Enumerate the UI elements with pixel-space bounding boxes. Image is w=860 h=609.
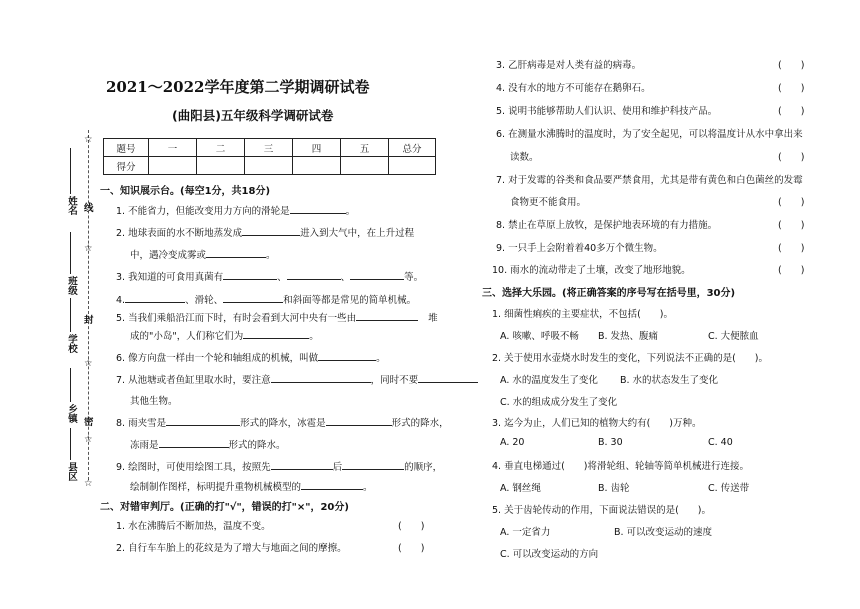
answer-blank[interactable] [287,270,341,280]
answer-blank[interactable] [159,438,229,448]
question-1-4 [116,292,416,306]
choice-option[interactable]: C. 大便脓血 [708,331,759,342]
score-input-cell[interactable] [293,157,341,175]
score-input-cell[interactable] [389,157,436,175]
score-input-cell[interactable] [149,157,197,175]
choice-option[interactable]: B. 齿轮 [598,483,630,494]
score-table-header-row [104,139,436,157]
question-1-3 [116,269,423,283]
choice-option[interactable]: B. 30 [598,437,623,448]
score-table-score-row [104,157,436,175]
judge-item-3: 3. 乙肝病毒是对人类有益的病毒。 [496,60,642,71]
question-text: 和斜面等都是常见的简单机械。 [283,295,417,306]
choice-option[interactable]: C. 水的组成成分发生了变化 [500,397,618,408]
judge-item-9: 9. 一只手上会附着着40多万个微生物。 [496,243,663,254]
judge-answer-paren[interactable]: ( ) [398,543,425,554]
question-text: 4. [116,295,126,306]
score-table-cell: 二 [197,139,245,157]
margin-star: ☆ [84,478,93,489]
margin-mark-xian: 线 [84,203,94,214]
answer-blank[interactable] [242,226,300,236]
score-input-cell[interactable] [197,157,245,175]
answer-blank[interactable] [243,329,309,339]
answer-blank[interactable] [271,460,333,470]
question-1-5-cont [130,328,319,342]
township-line [70,368,71,402]
judge-item-10: 10. 雨水的流动带走了土壤，改变了地形地貌。 [492,265,691,276]
choice-option[interactable]: B. 可以改变运动的速度 [614,527,713,538]
question-text: 。 [345,206,356,217]
choice-option[interactable]: A. 水的温度发生了变化 [500,375,598,386]
question-text: 。 [376,353,386,364]
county-label: 县区 [66,462,77,481]
score-table-cell: 四 [293,139,341,157]
judge-item-2: 2. 自行车车胎上的花纹是为了增大与地面之间的摩擦。 [116,543,347,554]
question-text: 。 [309,331,319,342]
question-text: 、 [340,272,351,283]
judge-item-8: 8. 禁止在草原上放牧，是保护地表环境的有力措施。 [496,220,718,231]
judge-answer-paren[interactable]: ( ) [778,152,805,163]
answer-blank[interactable] [301,480,363,490]
choice-option[interactable]: B. 水的状态发生了变化 [620,375,719,386]
question-text: 8. 雨夹雪是 [116,418,167,429]
question-text: 中，遇冷变成雾或 [130,250,207,261]
class-label: 班级 [66,276,77,295]
question-text: 、滑轮、 [185,295,224,306]
question-text: 1. 不能省力，但能改变用力方向的滑轮是 [116,206,290,217]
question-1-1 [116,203,355,217]
question-text: 形式的降水，冰雹是 [240,418,326,429]
choice-option[interactable]: C. 40 [708,437,733,448]
score-table-cell: 一 [149,139,197,157]
score-input-cell[interactable] [341,157,389,175]
answer-blank[interactable] [290,204,346,214]
score-table-cell: 五 [341,139,389,157]
score-input-cell[interactable] [245,157,293,175]
section3-title: 三、选择大乐园。(将正确答案的序号写在括号里，30分) [482,288,736,299]
question-1-8 [116,415,449,429]
choice-q4: 4. 垂直电梯通过( )将滑轮组、轮轴等简单机械进行连接。 [492,461,749,472]
school-label: 学校 [66,334,77,353]
margin-mark-feng: 封 [84,315,94,326]
score-table-cell: 三 [245,139,293,157]
judge-item-7: 7. 对于发霉的谷类和食品要严禁食用，尤其是带有黄色和白色菌丝的发霉 [496,175,803,186]
township-label: 乡镇 [66,404,77,423]
question-text: 的顺序， [404,462,443,473]
judge-answer-paren[interactable]: ( ) [778,197,805,208]
question-text: 绘制制作图样，标明提升重物机械模型的 [130,482,302,493]
judge-answer-paren[interactable]: ( ) [778,106,805,117]
choice-option[interactable]: A. 20 [500,437,525,448]
question-1-9-cont [130,479,373,493]
question-text: 。 [266,250,276,261]
choice-option[interactable]: A. 咳嗽、呼吸不畅 [500,331,579,342]
question-text: 形式的降水， [391,418,449,429]
question-1-5 [116,310,438,324]
choice-q3: 3. 迄今为止，人们已知的植物大约有( )万种。 [492,418,702,429]
answer-blank[interactable] [206,248,266,258]
judge-answer-paren[interactable]: ( ) [778,220,805,231]
choice-option[interactable]: C. 传送带 [708,483,750,494]
score-table-cell: 得分 [104,157,149,175]
question-text: 3. 我知道的可食用真菌有 [116,272,224,283]
question-text: 7. 从池塘或者鱼缸里取水时，要注意 [116,375,271,386]
judge-item-4: 4. 没有水的地方不可能存在鹅卵石。 [496,83,651,94]
judge-item-6-cont: 读数。 [510,152,539,163]
question-1-7-cont [130,393,178,407]
choice-q2: 2. 关于使用水壶烧水时发生的变化，下列说法不正确的是( )。 [492,353,768,364]
question-text: 9. 绘图时，可使用绘图工具，按照先 [116,462,271,473]
exam-subtitle: (曲阳县)五年级科学调研试卷 [172,108,334,123]
question-1-8-cont [130,437,286,451]
choice-option[interactable]: B. 发热、腹痛 [598,331,659,342]
question-1-2 [116,225,414,239]
question-text: 。 [363,482,373,493]
choice-option[interactable]: A. 一定省力 [500,527,551,538]
name-line [70,148,71,194]
answer-blank[interactable] [223,293,283,303]
section2-title: 二、对错审判厅。(正确的打"√"，错误的打"×"，20分) [100,502,349,513]
judge-item-6: 6. 在测量水沸腾时的温度时，为了安全起见，可以将温度计从水中拿出来 [496,129,803,140]
class-line [70,232,71,274]
question-text: 后 [332,462,343,473]
judge-answer-paren[interactable]: ( ) [778,265,805,276]
answer-blank[interactable] [418,373,478,383]
school-line [70,298,71,332]
question-text: 2. 地球表面的水不断地蒸发成 [116,228,243,239]
choice-option[interactable]: C. 可以改变运动的方向 [500,549,599,560]
question-1-6 [116,350,386,364]
question-text: 、 [277,272,287,283]
judge-answer-paren[interactable]: ( ) [778,60,805,71]
choice-q5: 5. 关于齿轮传动的作用，下面说法错误的是( )。 [492,505,711,516]
section1-title: 一、知识展示台。(每空1分，共18分) [100,186,271,197]
judge-item-7-cont: 食物更不能食用。 [510,197,587,208]
answer-blank[interactable] [326,416,392,426]
question-text: ，同时不要 [370,375,419,386]
question-text: 等。 [404,272,424,283]
judge-item-1: 1. 水在沸腾后不断加热，温度不变。 [116,521,271,532]
name-label: 姓名 [66,196,77,215]
answer-blank[interactable] [166,416,240,426]
question-text: 成的"小岛"，人们称它们为 [130,331,244,342]
county-line [70,428,71,460]
judge-answer-paren[interactable]: ( ) [778,243,805,254]
choice-q1: 1. 细菌性痢疾的主要症状，不包括( )。 [492,309,673,320]
answer-blank[interactable] [223,270,277,280]
score-table [103,138,436,175]
question-text: 6. 像方向盘一样由一个轮和轴组成的机械，叫做 [116,353,319,364]
margin-star: ☆ [84,134,93,145]
judge-item-5: 5. 说明书能够帮助人们认识、使用和维护科技产品。 [496,106,718,117]
question-text: 其他生物。 [130,396,178,407]
answer-blank[interactable] [125,293,185,303]
question-1-7 [116,372,478,386]
question-text: 5. 当我们乘船沿江而下时，有时会看到大河中央有一些由 [116,313,357,324]
question-text: 形式的降水。 [228,440,286,451]
answer-blank[interactable] [356,311,418,321]
answer-blank[interactable] [350,270,404,280]
question-text: 进入到大气中，在上升过程 [300,228,415,239]
question-text: 冻雨是 [130,440,159,451]
judge-answer-paren[interactable]: ( ) [778,83,805,94]
exam-title: 2021～2022学年度第二学期调研试卷 [106,78,370,96]
answer-blank[interactable] [318,351,376,361]
choice-option[interactable]: A. 钢丝绳 [500,483,541,494]
margin-star: ☆ [84,358,93,369]
score-table-cell: 题号 [104,139,149,157]
answer-blank[interactable] [342,460,404,470]
question-1-9 [116,459,442,473]
question-text: 堆 [428,313,438,324]
judge-answer-paren[interactable]: ( ) [398,521,425,532]
margin-star: ☆ [84,243,93,254]
margin-mark-mi: 密 [84,417,94,428]
question-1-2-cont [130,247,276,261]
answer-blank[interactable] [271,373,371,383]
score-table-cell: 总分 [389,139,436,157]
margin-star: ☆ [84,434,93,445]
